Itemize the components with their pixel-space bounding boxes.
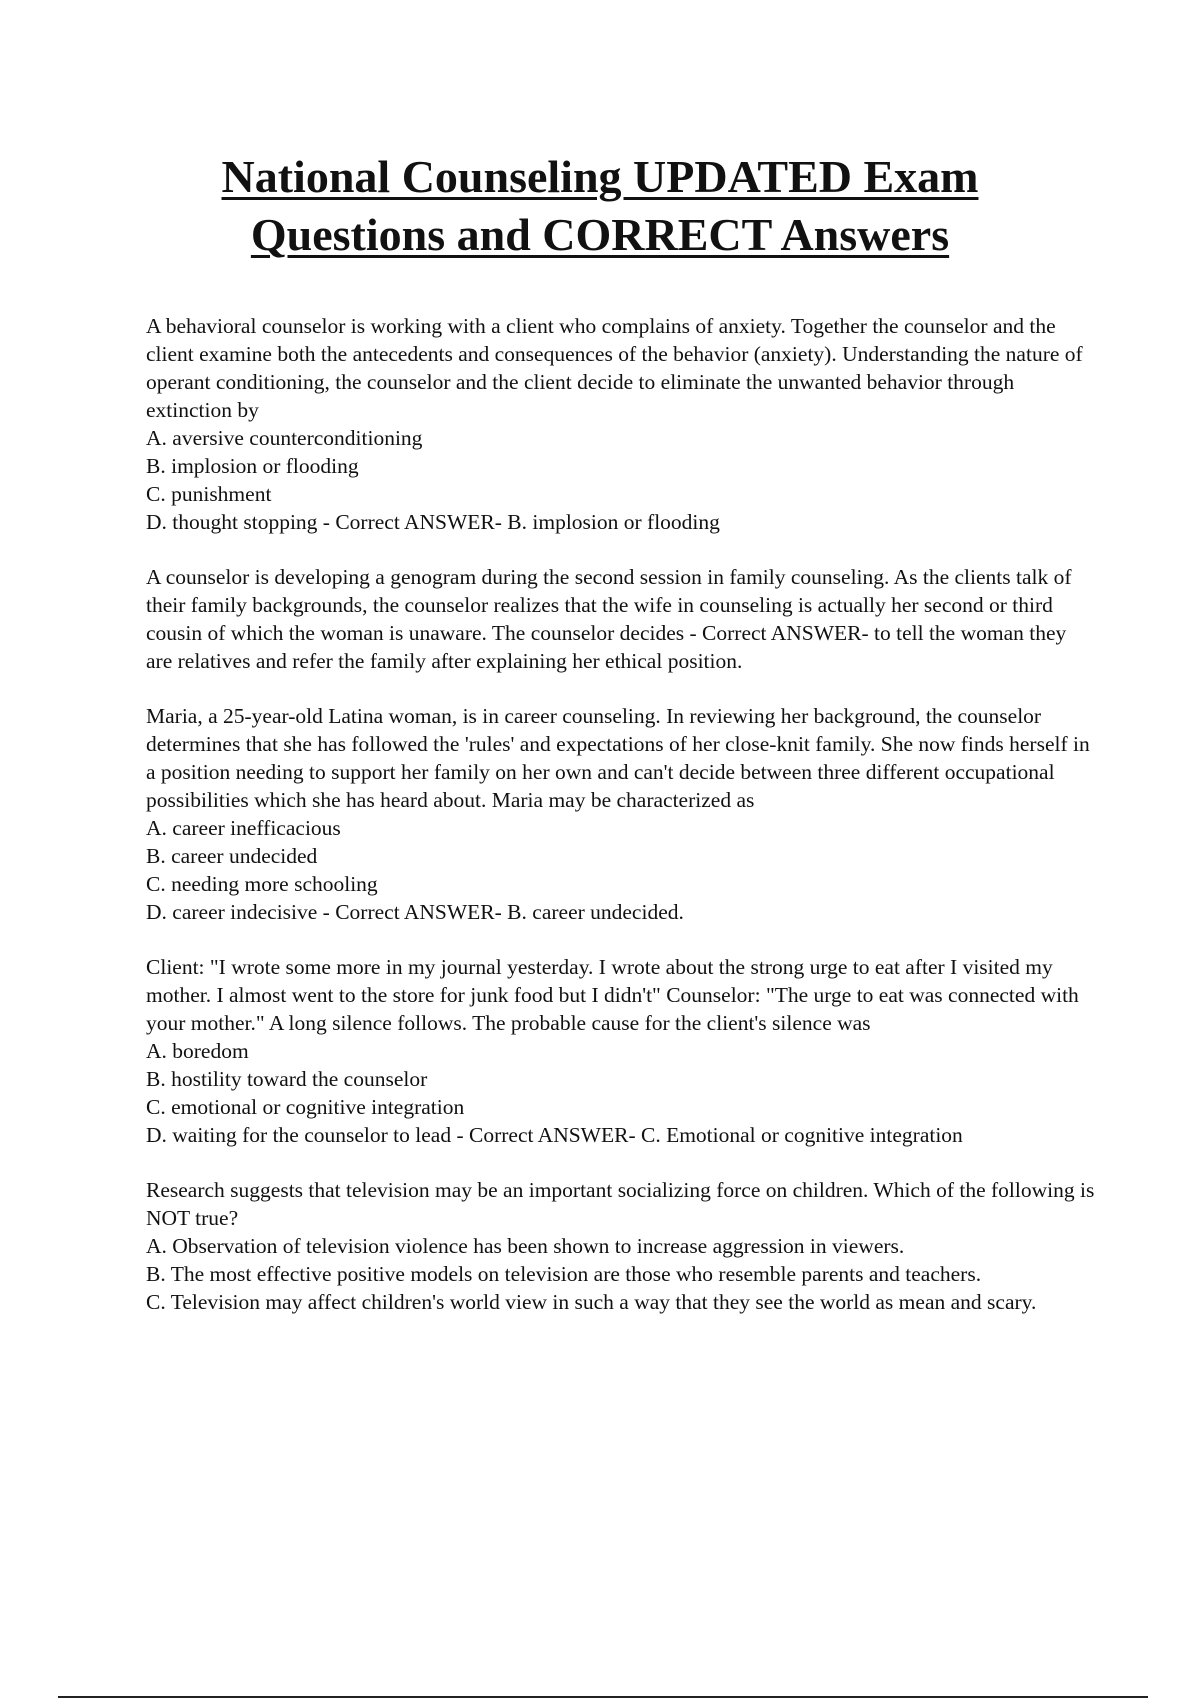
- answer-option: B. implosion or flooding: [146, 454, 359, 478]
- answer-option-with-correct-answer: D. waiting for the counselor to lead - Correct ANSWER- C. Emotional or cognitive integration: [146, 1123, 963, 1147]
- answer-option: C. needing more schooling: [146, 872, 378, 896]
- answer-option-with-correct-answer: D. career indecisive - Correct ANSWER- B. career undecided.: [146, 900, 684, 924]
- question-stem: Client: "I wrote some more in my journal yesterday. I wrote about the strong urge to eat after I visited my mother. I almost went to the store for junk food but I didn't" Counselor: "The urge to eat was connected with your mother." A long silence follows. The probable cause for the client's silence was: [146, 955, 1079, 1035]
- answer-option: C. Television may affect children's world view in such a way that they see the world as mean and scary.: [146, 1290, 1037, 1314]
- answer-option: A. aversive counterconditioning: [146, 426, 423, 450]
- answer-option: A. boredom: [146, 1039, 249, 1063]
- answer-option: B. hostility toward the counselor: [146, 1067, 428, 1091]
- question-stem: Maria, a 25-year-old Latina woman, is in career counseling. In reviewing her background, the counselor determines that she has followed the 'rules' and expectations of her close-knit family. She now finds herself in a position needing to support her family on her own and can't decide between three different occupational possibilities which she has heard about. Maria may be characterized as: [146, 704, 1090, 812]
- question-block-5: [146, 1176, 1096, 1316]
- question-block-3: [146, 702, 1096, 926]
- answer-option: B. The most effective positive models on television are those who resemble parents and teachers.: [146, 1262, 982, 1286]
- document-title: [100, 148, 1100, 264]
- answer-option: C. punishment: [146, 482, 272, 506]
- footer-divider: [58, 1696, 1148, 1698]
- document-title-line-1: National Counseling UPDATED Exam: [221, 151, 979, 202]
- answer-option: C. emotional or cognitive integration: [146, 1095, 465, 1119]
- document-title-line-2: Questions and CORRECT Answers: [250, 209, 950, 260]
- answer-option: B. career undecided: [146, 844, 318, 868]
- answer-option: A. career inefficacious: [146, 816, 341, 840]
- answer-option: A. Observation of television violence has been shown to increase aggression in viewers.: [146, 1234, 905, 1258]
- question-stem: A behavioral counselor is working with a client who complains of anxiety. Together the counselor and the client examine both the antecedents and consequences of the behavior (anxiety). Understanding the nature of operant conditioning, the counselor and the client decide to eliminate the unwanted behavior through extinction by: [146, 314, 1083, 422]
- question-stem-with-correct-answer: A counselor is developing a genogram during the second session in family counseling. As the clients talk of their family backgrounds, the counselor realizes that the wife in counseling is actually her second or third cousin of which the woman is unaware. The counselor decides - Correct ANSWER- to tell the woman they are relatives and refer the family after explaining her ethical position.: [146, 565, 1072, 673]
- question-list: [146, 312, 1096, 1343]
- question-block-4: [146, 953, 1096, 1149]
- question-block-1: [146, 312, 1096, 536]
- answer-option-with-correct-answer: D. thought stopping - Correct ANSWER- B. implosion or flooding: [146, 510, 720, 534]
- question-stem: Research suggests that television may be an important socializing force on children. Which of the following is NOT true?: [146, 1178, 1095, 1230]
- question-block-2: [146, 563, 1096, 675]
